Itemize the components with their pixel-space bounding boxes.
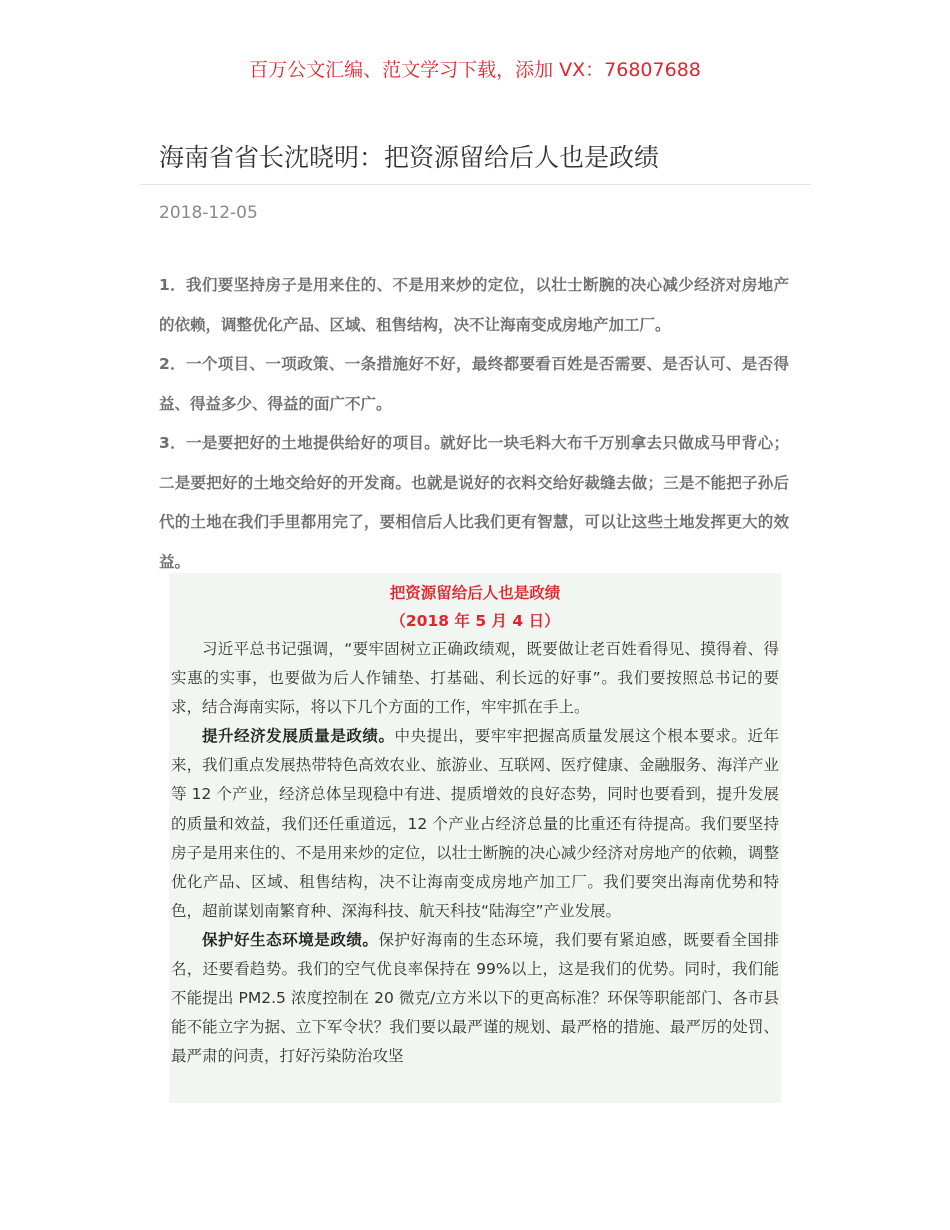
article-paragraph [171,926,779,1071]
article-date: （2018 年 5 月 4 日） [390,612,560,630]
article-intro: 习近平总书记强调，“要牢固树立正确政绩观，既要做让老百姓看得见、摸得着、得实惠的实事，也要做为后人作铺垫、打基础、利长远的好事”。我们要按照总书记的要求，结合海南实际，将以下几个方面的工作，牢牢抓在手上。 [171,640,779,717]
summary-point: 3．一是要把好的土地提供给好的项目。就好比一块毛料大布千万别拿去只做成马甲背心；二是要把好的土地交给好的开发商。也就是说好的衣料交给好裁缝去做；三是不能把子孙后代的土地在我们手里都用完了，要相信后人比我们更有智慧，可以让这些土地发挥更大的效益。 [159,434,789,571]
paragraph-body: 保护好海南的生态环境，我们要有紧迫感，既要看全国排名，还要看趋势。我们的空气优良率保持在 99%以上，这是我们的优势。同时，我们能不能提出 PM2.5 浓度控制在 20 微克/立方米以下的更高标准？环保等职能部门、各市县能不能立字为据、立下军令状？我们要以最严谨的规划、最严格的措施、最严厉的处罚、最严肃的问责，打好污染防治攻坚 [171,930,779,1066]
paragraph-heading: 保护好生态环境是政绩。 [202,930,379,949]
article-body [169,573,781,1103]
title-divider [140,184,811,185]
article-paragraph [171,722,779,926]
summary-point: 2．一个项目、一项政策、一条措施好不好，最终都要看百姓是否需要、是否认可、是否得益、得益多少、得益的面广不广。 [159,355,789,413]
paragraph-body: 中央提出，要牢牢把握高质量发展这个根本要求。近年来，我们重点发展热带特色高效农业、旅游业、互联网、医疗健康、金融服务、海洋产业等 12 个产业，经济总体呈现稳中有进、提质增效的良好态势，同时也要看到，提升发展的质量和效益，我们还任重道远，12 个产业占经济总量的比重还有待提高。我们要坚持房子是用来住的、不是用来炒的定位，以壮士断腕的决心减少经济对房地产的依赖，调整优化产品、区域、租售结构，决不让海南变成房地产加工厂。我们要突出海南优势和特色，超前谋划南繁育种、深海科技、航天科技“陆海空”产业发展。 [171,727,779,920]
article-title: 把资源留给后人也是政绩 [389,584,561,602]
publish-date: 2018-12-05 [159,203,258,223]
paragraph-heading: 提升经济发展质量是政绩。 [202,727,395,746]
page-title: 海南省省长沈晓明：把资源留给后人也是政绩 [159,143,660,172]
summary-point: 1．我们要坚持房子是用来住的、不是用来炒的定位，以壮士断腕的决心减少经济对房地产的依赖，调整优化产品、区域、租售结构，决不让海南变成房地产加工厂。 [159,276,789,334]
download-banner: 百万公文汇编、范文学习下载，添加 VX：76807688 [249,59,701,81]
summary-points [159,266,789,582]
